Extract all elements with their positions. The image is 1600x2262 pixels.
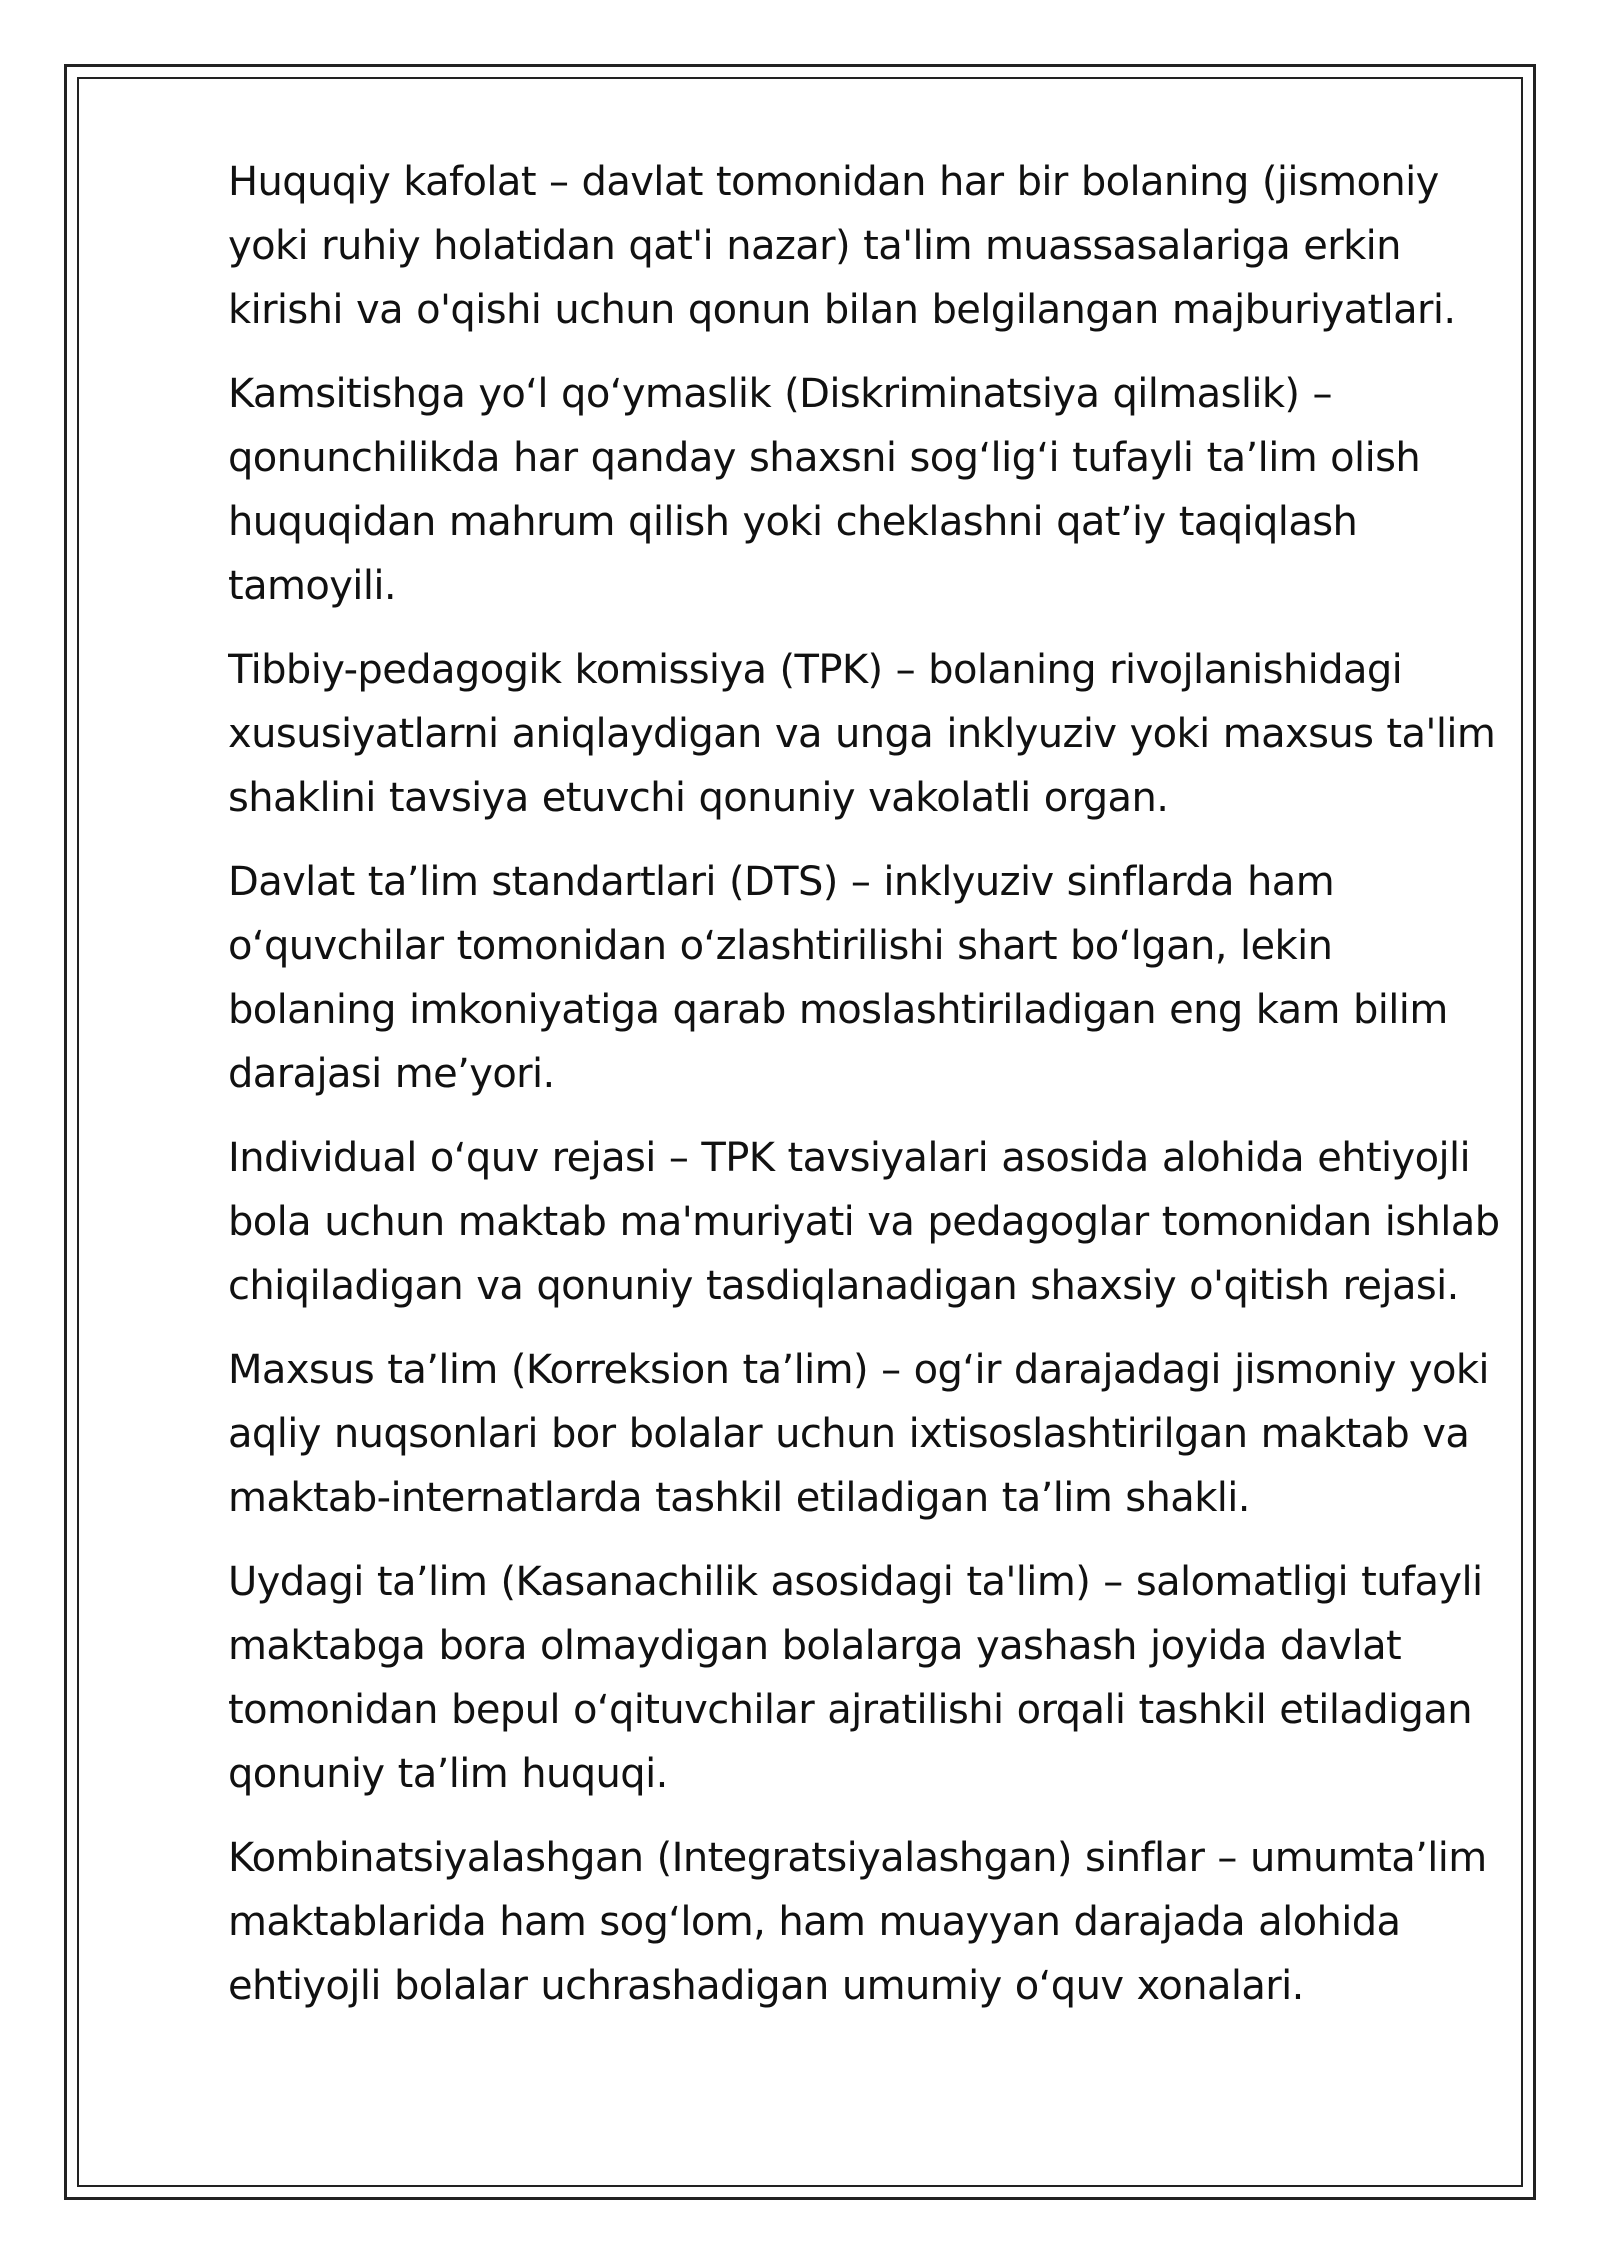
term-definition-individual-oquv-rejasi: Individual oʻquv rejasi – TPK tavsiyalari asosida alohida ehtiyojli bola uchun maktab ma'muriyati va pedagoglar tomonidan ishlab chiqiladigan va qonuniy tasdiqlanadigan shaxsiy o'qitish rejasi.: [228, 1135, 1500, 1309]
term-definition-dts: Davlat ta’lim standartlari (DTS) – inklyuziv sinflarda ham oʻquvchilar tomonidan oʻzlashtirilishi shart boʻlgan, lekin bolaning imkoniyatiga qarab moslashtiriladigan eng kam bilim darajasi me’yori.: [228, 859, 1448, 1097]
term-definition-maxsus-talim: Maxsus ta’lim (Korreksion ta’lim) – ogʻir darajadagi jismoniy yoki aqliy nuqsonlari bor bolalar uchun ixtisoslashtirilgan maktab va maktab-internatlarda tashkil etiladigan ta’lim shakli.: [228, 1347, 1489, 1521]
document-body: [228, 150, 1508, 2100]
term-definition-tpk: Tibbiy-pedagogik komissiya (TPK) – bolaning rivojlanishidagi xususiyatlarni aniqlaydigan va unga inklyuziv yoki maxsus ta'lim shaklini tavsiya etuvchi qonuniy vakolatli organ.: [228, 647, 1496, 821]
term-definition-kamsitishga-yol-qoymaslik: Kamsitishga yoʻl qoʻymaslik (Diskriminatsiya qilmaslik) – qonunchilikda har qanday shaxsni sogʻligʻi tufayli ta’lim olish huquqidan mahrum qilish yoki cheklashni qat’iy taqiqlash tamoyili.: [228, 371, 1421, 609]
term-definition-kombinatsiyalashgan-sinflar: Kombinatsiyalashgan (Integratsiyalashgan) sinflar – umumta’lim maktablarida ham sogʻlom, ham muayyan darajada alohida ehtiyojli bolalar uchrashadigan umumiy oʻquv xonalari.: [228, 1835, 1487, 2009]
term-definition-uydagi-talim: Uydagi ta’lim (Kasanachilik asosidagi ta'lim) – salomatligi tufayli maktabga bora olmaydigan bolalarga yashash joyida davlat tomonidan bepul oʻqituvchilar ajratilishi orqali tashkil etiladigan qonuniy ta’lim huquqi.: [228, 1559, 1483, 1797]
term-definition-huquqiy-kafolat: Huquqiy kafolat – davlat tomonidan har bir bolaning (jismoniy yoki ruhiy holatidan qat'i nazar) ta'lim muassasalariga erkin kirishi va o'qishi uchun qonun bilan belgilangan majburiyatlari.: [228, 159, 1456, 333]
